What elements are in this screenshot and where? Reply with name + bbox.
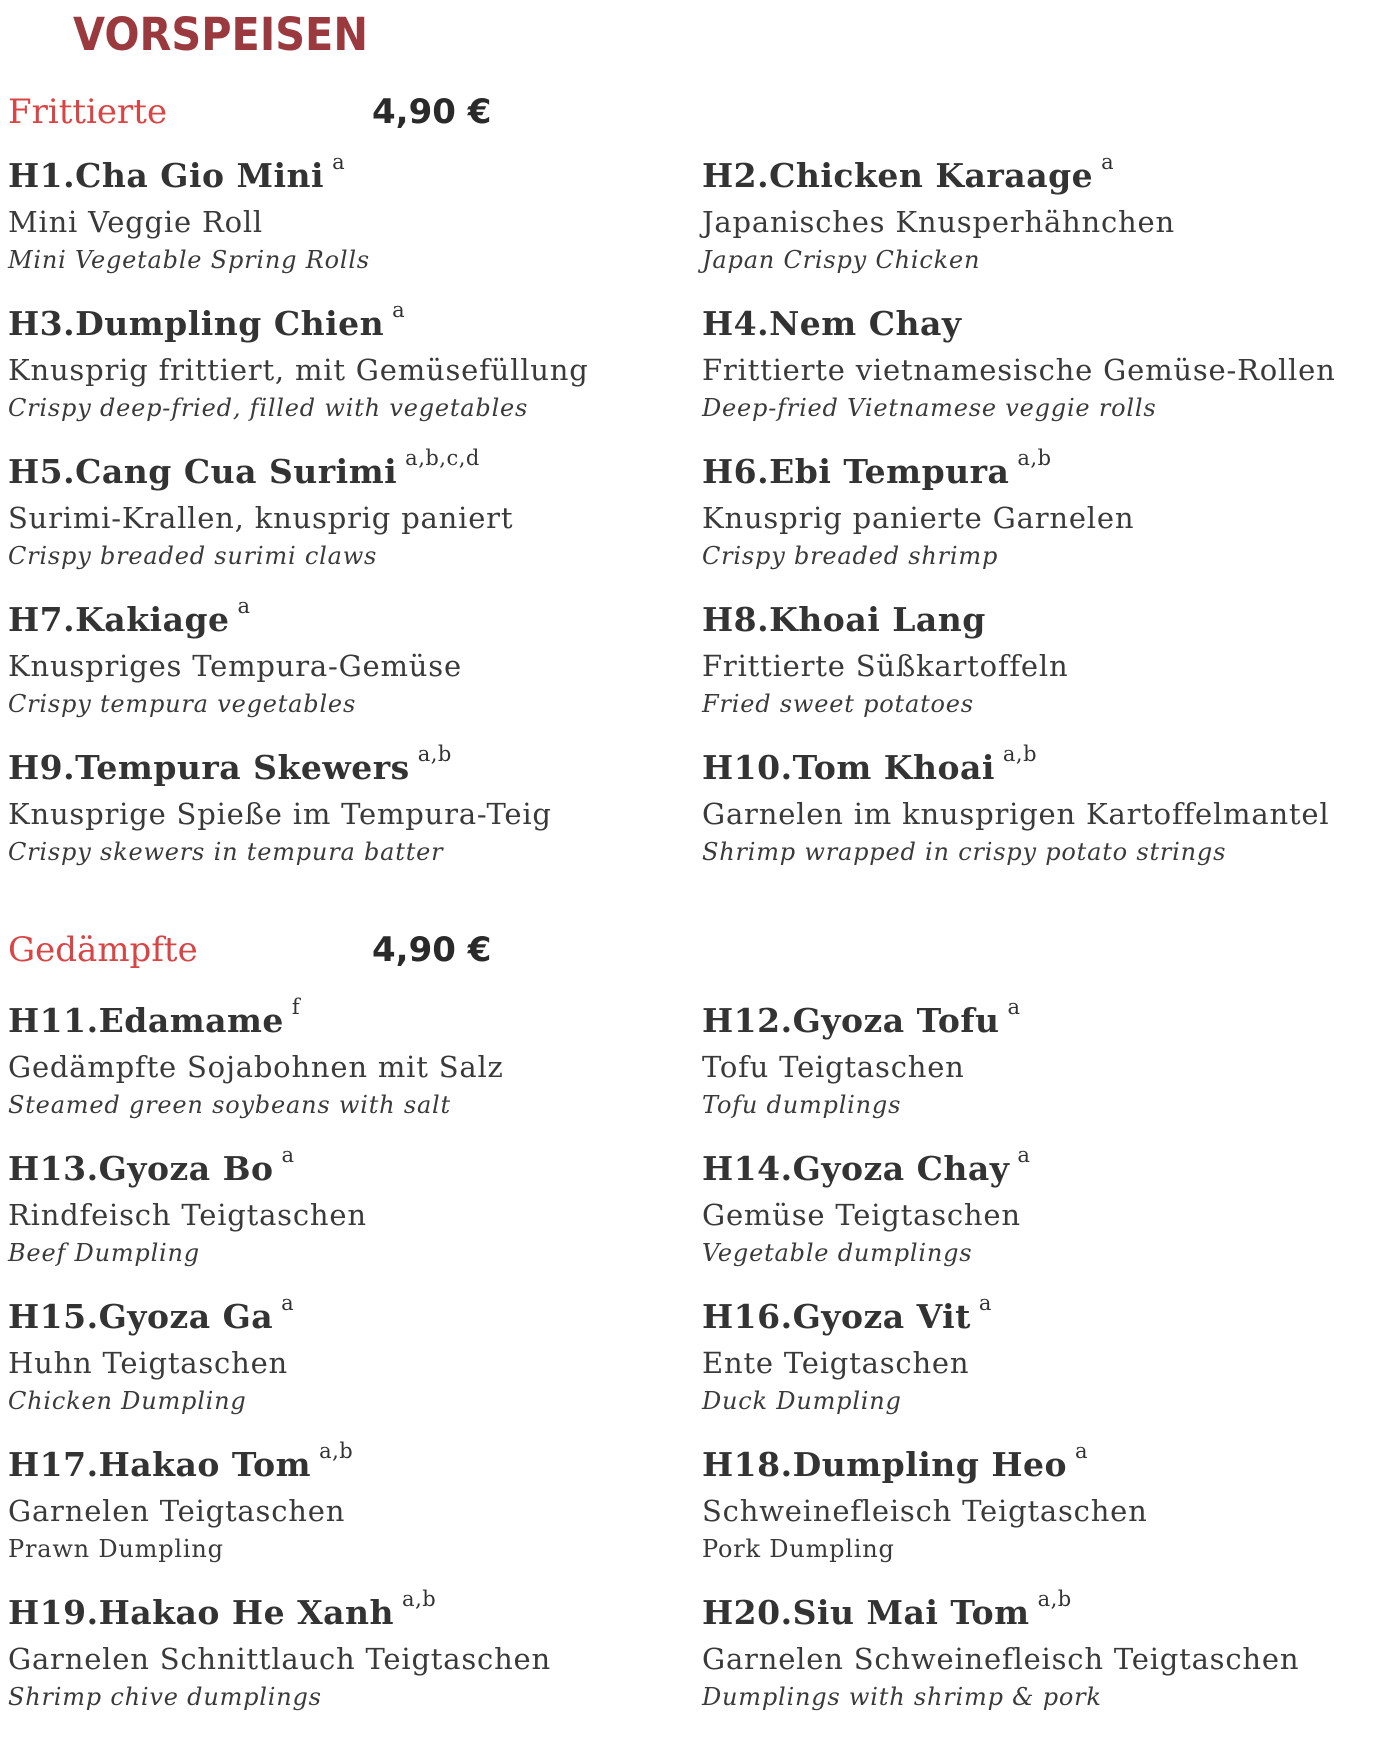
item-description-de: Surimi-Krallen, knusprig paniert [8, 501, 514, 535]
item-description-en: Beef Dumpling [8, 1239, 200, 1267]
item-name: H7.Kakiage [8, 600, 230, 639]
menu-item-h7 [8, 594, 702, 746]
item-name: H3.Dumpling Chien [8, 304, 385, 343]
item-allergens: a,b [417, 742, 452, 766]
item-name: H10.Tom Khoai [702, 748, 995, 787]
item-name: H6.Ebi Tempura [702, 452, 1010, 491]
item-title [8, 1587, 702, 1639]
item-allergens: a [281, 1143, 295, 1167]
item-name: H11.Edamame [8, 1001, 284, 1040]
item-title [702, 1587, 1382, 1639]
item-allergens: a [281, 1291, 295, 1315]
menu-item-h15 [8, 1291, 702, 1443]
menu-item-h19 [8, 1587, 702, 1739]
item-description-en: Steamed green soybeans with salt [8, 1091, 451, 1119]
section-header [8, 930, 708, 980]
menu-grid [8, 150, 1382, 894]
item-allergens: a,b [1037, 1587, 1072, 1611]
item-title [702, 1143, 1382, 1195]
item-allergens: a,b,c,d [405, 446, 480, 470]
item-allergens: a [978, 1291, 992, 1315]
item-description-en: Crispy tempura vegetables [8, 690, 357, 718]
item-title [702, 446, 1382, 498]
item-name: H5.Cang Cua Surimi [8, 452, 398, 491]
item-description-en: Fried sweet potatoes [702, 690, 974, 718]
item-title [8, 995, 702, 1047]
item-description-de: Gedämpfte Sojabohnen mit Salz [8, 1050, 504, 1084]
item-description-de: Garnelen Schweinefleisch Teigtaschen [702, 1642, 1300, 1676]
item-allergens: a,b [1017, 446, 1052, 470]
item-description-de: Garnelen im knusprigen Kartoffelmantel [702, 797, 1330, 831]
item-name: H16.Gyoza Vit [702, 1297, 971, 1336]
menu-item-h2 [702, 150, 1382, 302]
item-description-de: Tofu Teigtaschen [702, 1050, 965, 1084]
item-name: H8.Khoai Lang [702, 600, 986, 639]
section-name: Gedämpfte [8, 930, 198, 970]
item-description-de: Frittierte vietnamesische Gemüse-Rollen [702, 353, 1336, 387]
item-allergens: a,b [402, 1587, 437, 1611]
item-title [702, 302, 1382, 350]
menu-item-h17 [8, 1439, 702, 1591]
item-title [8, 150, 702, 202]
item-title [702, 1291, 1382, 1343]
item-description-de: Japanisches Knusperhähnchen [702, 205, 1175, 239]
item-description-en: Dumplings with shrimp & pork [702, 1683, 1102, 1711]
item-description-en: Shrimp chive dumplings [8, 1683, 322, 1711]
item-allergens: a [1007, 995, 1021, 1019]
item-title [8, 594, 702, 646]
item-title [702, 150, 1382, 202]
section-name: Frittierte [8, 92, 168, 132]
item-name: H19.Hakao He Xanh [8, 1593, 395, 1632]
item-description-de: Ente Teigtaschen [702, 1346, 970, 1380]
item-description-en: Japan Crispy Chicken [702, 246, 981, 274]
item-title [8, 1143, 702, 1195]
item-name: H2.Chicken Karaage [702, 156, 1094, 195]
item-description-de: Mini Veggie Roll [8, 205, 264, 239]
item-description-de: Huhn Teigtaschen [8, 1346, 289, 1380]
item-description-en: Mini Vegetable Spring Rolls [8, 246, 370, 274]
menu-item-h13 [8, 1143, 702, 1295]
page-title: VORSPEISEN [73, 8, 368, 61]
menu-item-h18 [702, 1439, 1382, 1591]
menu-item-h4 [702, 302, 1382, 450]
item-title [8, 742, 702, 794]
item-title [702, 742, 1382, 794]
item-name: H17.Hakao Tom [8, 1445, 312, 1484]
item-allergens: f [291, 995, 301, 1019]
item-allergens: a [1017, 1143, 1031, 1167]
section-price: 4,90 € [372, 92, 492, 132]
item-description-en: Crispy skewers in tempura batter [8, 838, 444, 866]
menu-item-h9 [8, 742, 702, 894]
item-title [8, 1291, 702, 1343]
menu-item-h14 [702, 1143, 1382, 1295]
item-name: H9.Tempura Skewers [8, 748, 410, 787]
item-description-en: Vegetable dumplings [702, 1239, 973, 1267]
item-name: H14.Gyoza Chay [702, 1149, 1010, 1188]
item-description-de: Garnelen Schnittlauch Teigtaschen [8, 1642, 551, 1676]
section-header [8, 92, 708, 142]
item-name: H18.Dumpling Heo [702, 1445, 1068, 1484]
item-description-en: Deep-fried Vietnamese veggie rolls [702, 394, 1157, 422]
menu-item-h16 [702, 1291, 1382, 1443]
item-description-en: Chicken Dumpling [8, 1387, 247, 1415]
item-allergens: a,b [1002, 742, 1038, 766]
menu-item-h20 [702, 1587, 1382, 1739]
item-description-en: Tofu dumplings [702, 1091, 902, 1119]
item-allergens: a,b [319, 1439, 354, 1463]
item-description-en: Crispy breaded surimi claws [8, 542, 378, 570]
item-description-de: Rindfeisch Teigtaschen [8, 1198, 367, 1232]
item-title [8, 1439, 702, 1491]
menu-item-h6 [702, 446, 1382, 598]
item-name: H12.Gyoza Tofu [702, 1001, 1000, 1040]
item-name: H13.Gyoza Bo [8, 1149, 274, 1188]
item-name: H1.Cha Gio Mini [8, 156, 325, 195]
menu-item-h1 [8, 150, 702, 302]
item-allergens: a [392, 298, 406, 322]
item-description-en: Shrimp wrapped in crispy potato strings [702, 838, 1227, 866]
menu-item-h12 [702, 995, 1382, 1147]
item-description-en: Crispy breaded shrimp [702, 542, 999, 570]
item-name: H20.Siu Mai Tom [702, 1593, 1030, 1632]
item-name: H4.Nem Chay [702, 304, 962, 343]
menu-item-h8 [702, 598, 1382, 746]
menu-grid [8, 995, 1382, 1739]
item-description-en: Prawn Dumpling [8, 1535, 224, 1563]
item-title [8, 298, 702, 350]
item-description-de: Knusprige Spieße im Tempura-Teig [8, 797, 552, 831]
menu-item-h11 [8, 995, 702, 1147]
section-price: 4,90 € [372, 930, 492, 970]
item-allergens: a [1075, 1439, 1089, 1463]
menu-item-h5 [8, 446, 702, 598]
item-description-de: Frittierte Süßkartoffeln [702, 649, 1069, 683]
item-allergens: a [332, 150, 346, 174]
item-allergens: a [1101, 150, 1115, 174]
menu-item-h10 [702, 742, 1382, 894]
item-title [702, 1439, 1382, 1491]
item-description-de: Garnelen Teigtaschen [8, 1494, 346, 1528]
item-description-de: Knuspriges Tempura-Gemüse [8, 649, 462, 683]
item-title [8, 446, 702, 498]
item-name: H15.Gyoza Ga [8, 1297, 274, 1336]
item-title [702, 598, 1382, 646]
item-description-de: Gemüse Teigtaschen [702, 1198, 1021, 1232]
item-description-de: Knusprig panierte Garnelen [702, 501, 1135, 535]
item-description-en: Crispy deep-fried, filled with vegetables [8, 394, 529, 422]
menu-item-h3 [8, 298, 702, 450]
item-allergens: a [237, 594, 251, 618]
item-description-de: Knusprig frittiert, mit Gemüsefüllung [8, 353, 589, 387]
item-description-de: Schweinefleisch Teigtaschen [702, 1494, 1148, 1528]
item-title [702, 995, 1382, 1047]
item-description-en: Pork Dumpling [702, 1535, 895, 1563]
item-description-en: Duck Dumpling [702, 1387, 902, 1415]
